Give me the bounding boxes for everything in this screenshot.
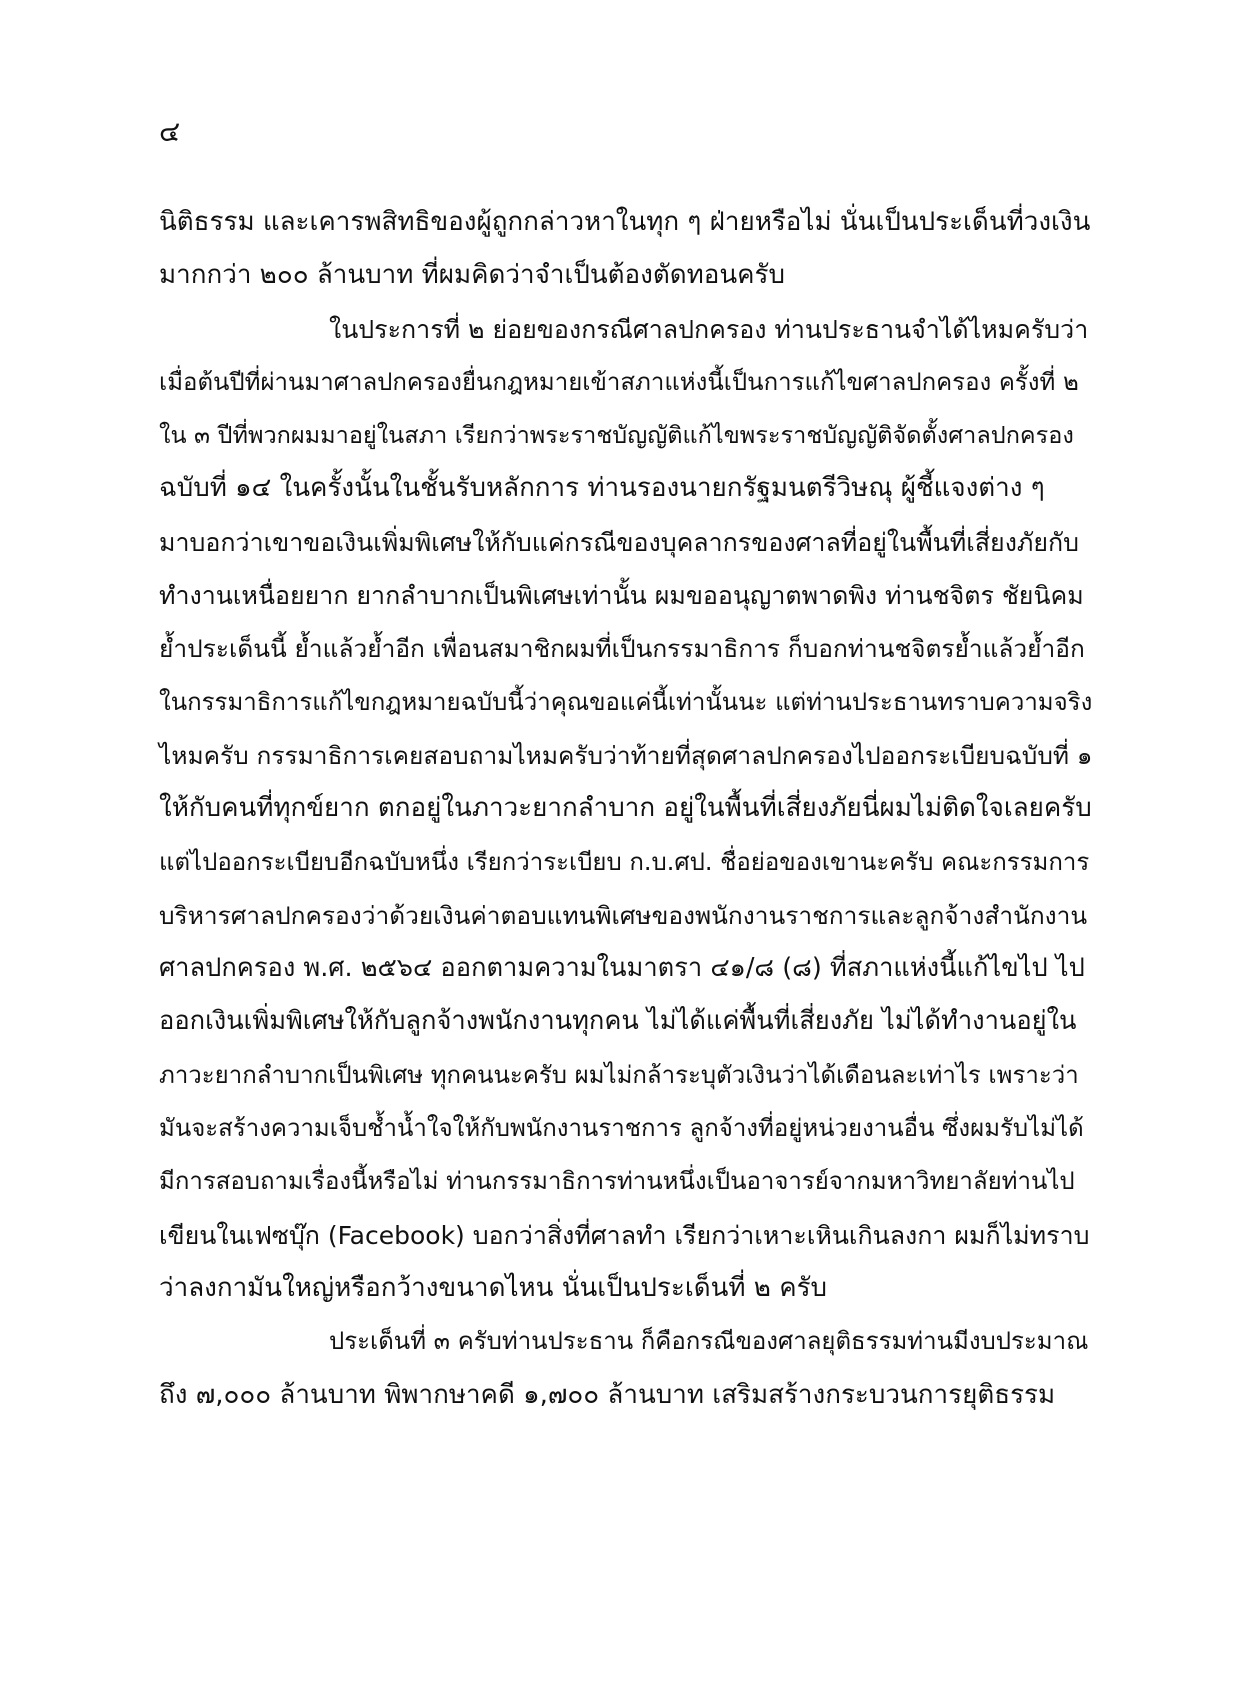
text-line: บริหารศาลปกครองว่าด้วยเงินค่าตอบแทนพิเศษของพนักงานราชการและลูกจ้างสำนักงาน: [159, 900, 1088, 930]
text-line: ใน ๓ ปีที่พวกผมมาอยู่ในสภา เรียกว่าพระราชบัญญัติแก้ไขพระราชบัญญัติจัดตั้งศาลปกครอง: [159, 421, 1074, 450]
body-text: [159, 196, 1092, 1422]
text-line: ย้ำประเด็นนี้ ย้ำแล้วย้ำอีก เพื่อนสมาชิกผมที่เป็นกรรมาธิการ ก็บอกท่านชจิตรย้ำแล้วย้ำอีก: [159, 634, 1085, 664]
text-line: มาบอกว่าเขาขอเงินเพิ่มพิเศษให้กับแค่กรณีของบุคลากรของศาลที่อยู่ในพื้นที่เสี่ยงภัยกับ: [159, 527, 1080, 557]
text-line: ทำงานเหนื่อยยาก ยากลำบากเป็นพิเศษเท่านั้น ผมขออนุญาตพาดพิง ท่านชจิตร ชัยนิคม: [159, 581, 1084, 611]
text-line: ออกเงินเพิ่มพิเศษให้กับลูกจ้างพนักงานทุกคน ไม่ได้แค่พื้นที่เสี่ยงภัย ไม่ได้ทำงานอยู่ใน: [159, 1006, 1077, 1037]
text-line: ฉบับที่ ๑๔ ในครั้งนั้นในชั้นรับหลักการ ท่านรองนายกรัฐมนตรีวิษณุ ผู้ชี้แจงต่าง ๆ: [159, 473, 1045, 504]
text-line: ประเด็นที่ ๓ ครับท่านประธาน ก็คือกรณีของศาลยุติธรรมท่านมีงบประมาณ: [329, 1327, 1089, 1356]
text-line: ไหมครับ กรรมาธิการเคยสอบถามไหมครับว่าท้ายที่สุดศาลปกครองไปออกระเบียบฉบับที่ ๑: [159, 740, 1093, 770]
text-line: มันจะสร้างความเจ็บช้ำน้ำใจให้กับพนักงานราชการ ลูกจ้างที่อยู่หน่วยงานอื่น ซึ่งผมรับไม่ได้: [159, 1114, 1084, 1143]
page-number: ๔: [159, 115, 181, 148]
text-line: เขียนในเฟซบุ๊ก (Facebook) บอกว่าสิ่งที่ศาลทำ เรียกว่าเหาะเหินเกินลงกา ผมก็ไม่ทราบ: [159, 1220, 1090, 1250]
text-line: ในกรรมาธิการแก้ไขกฎหมายฉบับนี้ว่าคุณขอแค่นี้เท่านั้นนะ แต่ท่านประธานทราบความจริง: [159, 687, 1093, 716]
text-line: มากกว่า ๒๐๐ ล้านบาท ที่ผมคิดว่าจำเป็นต้องตัดทอนครับ: [159, 260, 785, 291]
text-line: แต่ไปออกระเบียบอีกฉบับหนึ่ง เรียกว่าระเบียบ ก.บ.ศป. ชื่อย่อของเขานะครับ คณะกรรมการ: [159, 847, 1090, 876]
text-line: ให้กับคนที่ทุกข์ยาก ตกอยู่ในภาวะยากลำบาก อยู่ในพื้นที่เสี่ยงภัยนี่ผมไม่ติดใจเลยครับ: [159, 793, 1092, 824]
text-line: นิติธรรม และเคารพสิทธิของผู้ถูกกล่าวหาในทุก ๆ ฝ่ายหรือไม่ นั่นเป็นประเด็นที่วงเงิน: [159, 207, 1091, 237]
text-line: มีการสอบถามเรื่องนี้หรือไม่ ท่านกรรมาธิการท่านหนึ่งเป็นอาจารย์จากมหาวิทยาลัยท่านไป: [159, 1167, 1075, 1196]
text-line: เมื่อต้นปีที่ผ่านมาศาลปกครองยื่นกฎหมายเข้าสภาแห่งนี้เป็นการแก้ไขศาลปกครอง ครั้งที่ ๒: [159, 367, 1079, 396]
text-line: ในประการที่ ๒ ย่อยของกรณีศาลปกครอง ท่านประธานจำได้ไหมครับว่า: [329, 314, 1089, 344]
text-line: ภาวะยากลำบากเป็นพิเศษ ทุกคนนะครับ ผมไม่กล้าระบุตัวเงินว่าได้เดือนละเท่าไร เพราะว่า: [159, 1060, 1079, 1089]
text-line: ศาลปกครอง พ.ศ. ๒๕๖๔ ออกตามความในมาตรา ๔๑/๘ (๘) ที่สภาแห่งนี้แก้ไขไป ไป: [159, 953, 1085, 984]
text-line: ว่าลงกามันใหญ่หรือกว้างขนาดไหน นั่นเป็นประเด็นที่ ๒ ครับ: [159, 1272, 828, 1303]
text-line: ถึง ๗,๐๐๐ ล้านบาท พิพากษาคดี ๑,๗๐๐ ล้านบาท เสริมสร้างกระบวนการยุติธรรม: [159, 1379, 1056, 1410]
